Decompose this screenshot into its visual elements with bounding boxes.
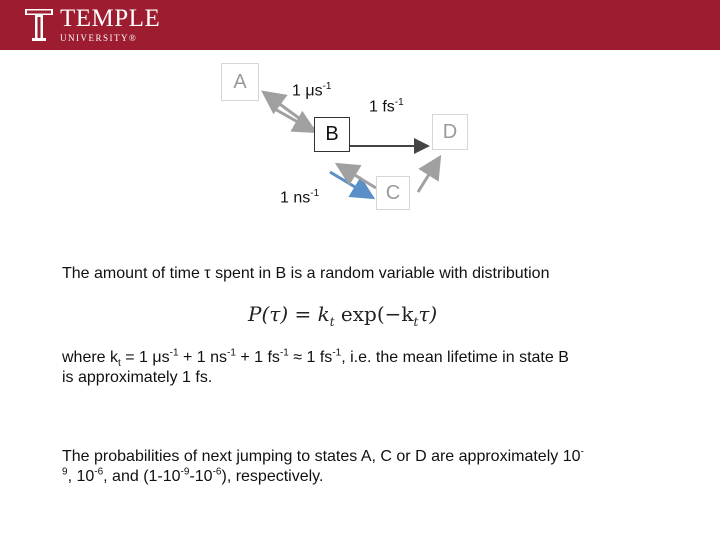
distribution-formula: $P(\tau) = k_t$ $\exp(-k_t\tau)$ bbox=[248, 302, 438, 329]
jump-probabilities-paragraph: The probabilities of next jumping to states A, C or D are approximately 10- $^9$, $10^{-6}$, and $(1-10^{-9}-10^{-6})$, respectively. bbox=[62, 446, 584, 485]
state-b: B bbox=[314, 117, 350, 152]
state-a: A bbox=[221, 63, 259, 101]
tau-symbol: τ bbox=[204, 265, 211, 282]
logo-name: TEMPLE bbox=[60, 4, 161, 32]
rate-sum-paragraph: where $k_t = 1$ $\mu s^{-1} + 1$ $ns^{-1} + 1$ $fs^{-1} \approx 1$ $fs^{-1}$, i.e. the mean lifetime in state B is approximately 1 fs. bbox=[62, 347, 569, 386]
rate-b-d: 1 $fs^{-1}$ bbox=[369, 97, 404, 116]
arrow-b-to-c bbox=[330, 172, 370, 196]
distribution-intro: The amount of time τ spent in B is a random variable with distribution bbox=[62, 265, 550, 282]
state-d: D bbox=[432, 114, 468, 150]
arrow-a-to-b bbox=[273, 108, 312, 130]
rate-b-c: 1 $ns^{-1}$ bbox=[280, 188, 320, 207]
rate-a-b: 1 $\mu s^{-1}$ bbox=[292, 81, 332, 100]
state-c: C bbox=[376, 176, 410, 210]
logo-subtitle: UNIVERSITY® bbox=[60, 32, 138, 43]
arrow-c-to-d bbox=[418, 160, 438, 192]
arrow-c-to-b bbox=[340, 166, 376, 188]
